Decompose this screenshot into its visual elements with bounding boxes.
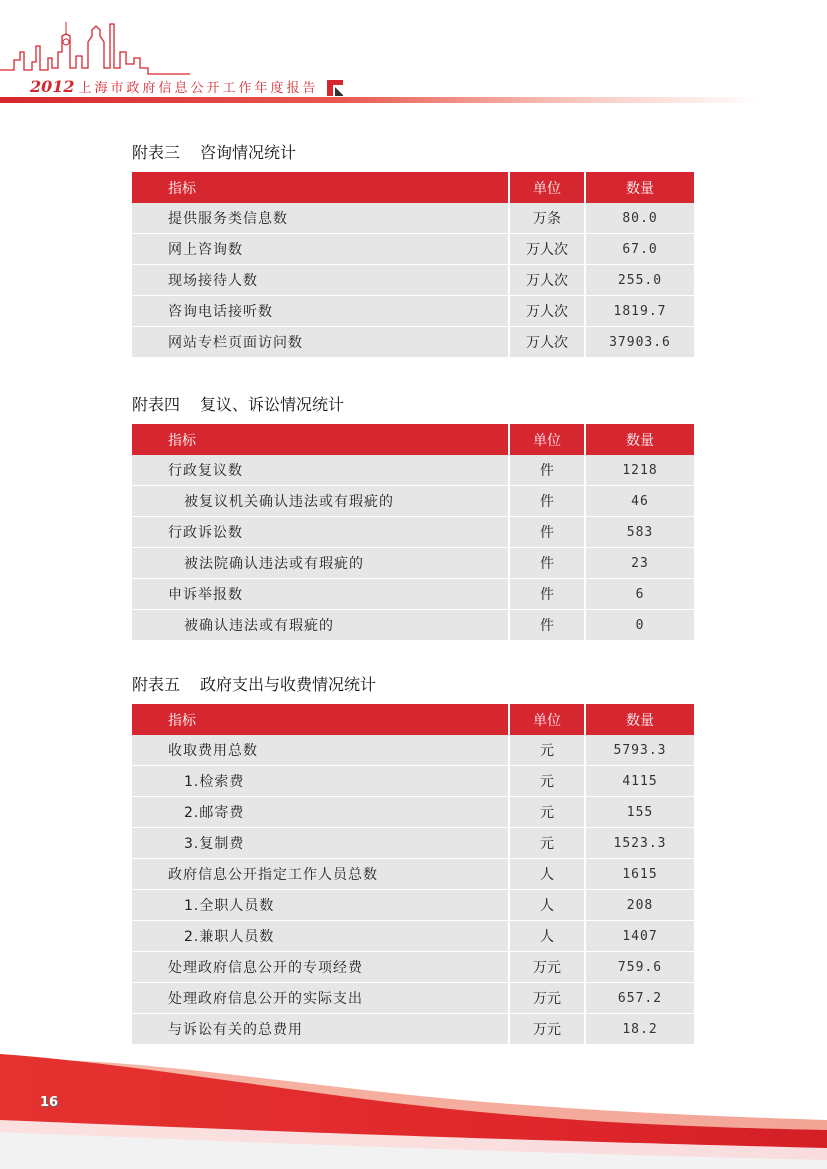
row-value: 1407 (585, 921, 694, 952)
row-value: 208 (585, 890, 694, 921)
table-header-row (132, 172, 694, 203)
table-header-row (132, 424, 694, 455)
table-row (132, 265, 694, 296)
table-row (132, 797, 694, 828)
table-row (132, 828, 694, 859)
row-label: 2.兼职人员数 (132, 921, 509, 952)
table-row (132, 766, 694, 797)
column-header-quantity: 数量 (585, 424, 694, 455)
section-name: 复议、诉讼情况统计 (200, 395, 345, 414)
consultation-table (132, 172, 694, 358)
report-logo-icon (327, 80, 343, 96)
row-label: 1.全职人员数 (132, 890, 509, 921)
row-value: 6 (585, 579, 694, 610)
row-unit: 人 (509, 921, 585, 952)
page-header (0, 0, 827, 110)
row-label: 收取费用总数 (132, 735, 509, 766)
column-header-unit: 单位 (509, 704, 585, 735)
row-unit: 件 (509, 486, 585, 517)
row-unit: 件 (509, 517, 585, 548)
row-unit: 元 (509, 735, 585, 766)
row-label: 被法院确认违法或有瑕疵的 (132, 548, 509, 579)
section-number: 附表五 (132, 675, 181, 694)
table-row (132, 859, 694, 890)
row-value: 657.2 (585, 983, 694, 1014)
row-label: 网上咨询数 (132, 234, 509, 265)
row-label: 提供服务类信息数 (132, 203, 509, 234)
section-number: 附表三 (132, 143, 181, 162)
row-label: 与诉讼有关的总费用 (132, 1014, 509, 1045)
row-value: 67.0 (585, 234, 694, 265)
row-label: 网站专栏页面访问数 (132, 327, 509, 358)
row-value: 0 (585, 610, 694, 641)
row-unit: 件 (509, 579, 585, 610)
row-value: 759.6 (585, 952, 694, 983)
report-year: 2012 (30, 77, 75, 96)
row-unit: 元 (509, 766, 585, 797)
row-value: 4115 (585, 766, 694, 797)
row-unit: 人 (509, 859, 585, 890)
column-header-indicator: 指标 (132, 424, 509, 455)
row-unit: 万元 (509, 1014, 585, 1045)
table-section-3 (132, 142, 694, 358)
row-unit: 万元 (509, 952, 585, 983)
expenditure-fees-table (132, 704, 694, 1045)
row-value: 255.0 (585, 265, 694, 296)
row-label: 行政诉讼数 (132, 517, 509, 548)
report-title (30, 77, 319, 96)
table-section-5 (132, 674, 694, 1045)
header-divider (0, 97, 760, 103)
section-name: 咨询情况统计 (200, 143, 297, 162)
column-header-indicator: 指标 (132, 172, 509, 203)
reconsideration-litigation-table (132, 424, 694, 641)
column-header-unit: 单位 (509, 424, 585, 455)
section-title (132, 674, 694, 696)
table-row (132, 952, 694, 983)
table-row (132, 579, 694, 610)
row-unit: 元 (509, 828, 585, 859)
row-value: 46 (585, 486, 694, 517)
table-section-4 (132, 394, 694, 641)
row-label: 处理政府信息公开的实际支出 (132, 983, 509, 1014)
row-label: 咨询电话接听数 (132, 296, 509, 327)
column-header-quantity: 数量 (585, 172, 694, 203)
table-row (132, 296, 694, 327)
row-value: 80.0 (585, 203, 694, 234)
row-value: 37903.6 (585, 327, 694, 358)
table-row (132, 203, 694, 234)
row-unit: 万条 (509, 203, 585, 234)
table-row (132, 983, 694, 1014)
section-number: 附表四 (132, 395, 181, 414)
table-row (132, 610, 694, 641)
table-row (132, 486, 694, 517)
footer-wave-decoration (0, 1050, 827, 1169)
row-value: 1819.7 (585, 296, 694, 327)
row-value: 583 (585, 517, 694, 548)
section-title (132, 142, 694, 164)
row-value: 1615 (585, 859, 694, 890)
row-value: 18.2 (585, 1014, 694, 1045)
row-value: 5793.3 (585, 735, 694, 766)
row-label: 行政复议数 (132, 455, 509, 486)
row-unit: 件 (509, 610, 585, 641)
column-header-indicator: 指标 (132, 704, 509, 735)
row-label: 1.检索费 (132, 766, 509, 797)
row-value: 1523.3 (585, 828, 694, 859)
table-row (132, 1014, 694, 1045)
row-unit: 万人次 (509, 234, 585, 265)
row-label: 政府信息公开指定工作人员总数 (132, 859, 509, 890)
table-row (132, 455, 694, 486)
row-unit: 件 (509, 548, 585, 579)
row-label: 申诉举报数 (132, 579, 509, 610)
table-row (132, 735, 694, 766)
column-header-quantity: 数量 (585, 704, 694, 735)
table-row (132, 234, 694, 265)
table-row (132, 921, 694, 952)
row-unit: 万人次 (509, 327, 585, 358)
column-header-unit: 单位 (509, 172, 585, 203)
table-row (132, 517, 694, 548)
page-number: 16 (40, 1095, 59, 1110)
row-unit: 件 (509, 455, 585, 486)
row-label: 被复议机关确认违法或有瑕疵的 (132, 486, 509, 517)
table-header-row (132, 704, 694, 735)
row-label: 2.邮寄费 (132, 797, 509, 828)
row-label: 被确认违法或有瑕疵的 (132, 610, 509, 641)
table-row (132, 327, 694, 358)
row-value: 1218 (585, 455, 694, 486)
row-unit: 元 (509, 797, 585, 828)
row-label: 3.复制费 (132, 828, 509, 859)
city-skyline-icon (0, 22, 190, 84)
row-value: 23 (585, 548, 694, 579)
section-title (132, 394, 694, 416)
row-unit: 万人次 (509, 296, 585, 327)
table-row (132, 548, 694, 579)
section-name: 政府支出与收费情况统计 (200, 675, 377, 694)
report-title-text: 上海市政府信息公开工作年度报告 (78, 81, 319, 96)
row-unit: 人 (509, 890, 585, 921)
row-unit: 万人次 (509, 265, 585, 296)
row-value: 155 (585, 797, 694, 828)
row-unit: 万元 (509, 983, 585, 1014)
row-label: 现场接待人数 (132, 265, 509, 296)
row-label: 处理政府信息公开的专项经费 (132, 952, 509, 983)
table-row (132, 890, 694, 921)
